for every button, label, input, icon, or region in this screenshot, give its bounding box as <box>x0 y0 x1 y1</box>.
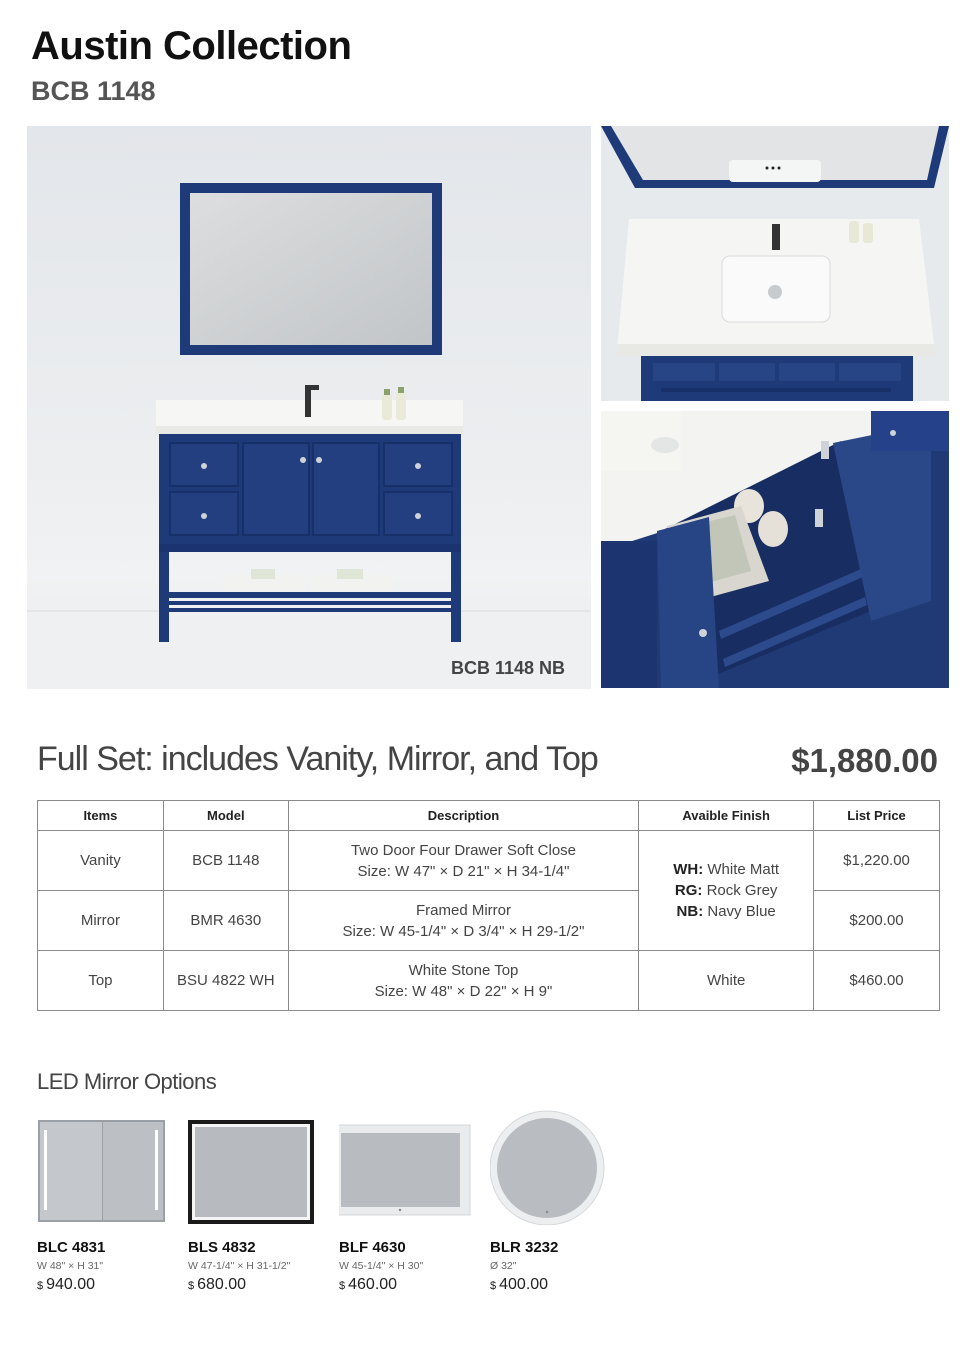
round-led-mirror-image <box>490 1110 620 1225</box>
table-row <box>38 831 940 891</box>
header-list-price: List Price <box>814 801 940 831</box>
led-mirror-options-title: LED Mirror Options <box>37 1069 217 1094</box>
header-model: Model <box>163 801 288 831</box>
finish-option <box>639 901 813 922</box>
finish-name: White Matt <box>703 861 780 878</box>
table-row <box>38 951 940 1011</box>
led-size: Ø 32" <box>490 1260 517 1272</box>
size-line: Size: W 47" × D 21" × H 34-1/4" <box>357 862 570 880</box>
led-mirror-option <box>37 1110 177 1294</box>
price-cell: $460.00 <box>814 951 940 1011</box>
led-mirror-option <box>339 1110 479 1294</box>
size-line: Size: W 48" × D 22" × H 9" <box>374 982 553 1000</box>
vanity-illustration <box>27 126 591 689</box>
led-model-code: BLR 3232 <box>490 1239 559 1256</box>
led-price <box>37 1276 177 1294</box>
model-subtitle: BCB 1148 <box>31 76 156 106</box>
currency-symbol: $ <box>490 1280 497 1292</box>
full-set-price: $1,880.00 <box>791 742 938 779</box>
led-price <box>339 1276 479 1294</box>
header-finish: Avaible Finish <box>639 801 814 831</box>
led-mirror-option <box>188 1110 328 1294</box>
led-size: W 45-1/4" × H 30" <box>339 1260 424 1272</box>
description-cell <box>288 831 639 891</box>
main-product-photo <box>27 126 591 689</box>
header-description: Description <box>288 801 639 831</box>
photo-caption: BCB 1148 NB <box>450 658 565 678</box>
led-model-code: BLS 4832 <box>188 1239 256 1256</box>
led-model-code: BLC 4831 <box>37 1239 106 1256</box>
full-set-label: Full Set: includes Vanity, Mirror, and Top <box>37 740 598 778</box>
size-line: Size: W 45-1/4" × D 3/4" × H 29-1/2" <box>342 922 585 940</box>
led-mirror-thumbnail <box>188 1110 318 1225</box>
led-mirror-thumbnail <box>339 1110 469 1225</box>
collection-title: Austin Collection <box>31 24 352 68</box>
led-price <box>188 1276 328 1294</box>
finish-option <box>639 880 813 901</box>
led-size: W 48" × H 31" <box>37 1260 104 1272</box>
finish-code: NB: <box>676 903 704 920</box>
description-line: White Stone Top <box>408 961 519 979</box>
countertop-illustration <box>601 126 949 401</box>
finish-option <box>639 859 813 880</box>
model-cell: BCB 1148 <box>163 831 288 891</box>
finish-cell <box>639 831 814 951</box>
led-mirror-thumbnail <box>490 1110 620 1225</box>
led-cabinet-image <box>37 1110 167 1225</box>
led-price <box>490 1276 630 1294</box>
currency-symbol: $ <box>37 1280 44 1292</box>
countertop-detail-photo <box>601 126 949 401</box>
price-cell: $1,220.00 <box>814 831 940 891</box>
finish-code: RG: <box>674 882 703 899</box>
spec-table <box>37 800 940 1011</box>
led-price-value: 400.00 <box>499 1276 549 1293</box>
led-price-value: 460.00 <box>348 1276 398 1293</box>
price-cell: $200.00 <box>814 891 940 951</box>
item-cell: Top <box>38 951 164 1011</box>
description-cell <box>288 951 639 1011</box>
led-mirror-image <box>188 1110 318 1225</box>
led-price-value: 940.00 <box>46 1276 96 1293</box>
cabinet-detail-photo <box>601 411 949 688</box>
header-items: Items <box>38 801 164 831</box>
finish-cell: White <box>639 951 814 1011</box>
led-mirror-option <box>490 1110 630 1294</box>
description-cell <box>288 891 639 951</box>
finish-name: Rock Grey <box>702 882 778 899</box>
led-mirror-thumbnail <box>37 1110 167 1225</box>
led-price-value: 680.00 <box>197 1276 247 1293</box>
finish-code: WH: <box>673 861 704 878</box>
currency-symbol: $ <box>339 1280 346 1292</box>
item-cell: Mirror <box>38 891 164 951</box>
cabinet-illustration <box>601 411 949 688</box>
model-cell: BMR 4630 <box>163 891 288 951</box>
description-line: Two Door Four Drawer Soft Close <box>350 841 577 859</box>
table-header-row <box>38 801 940 831</box>
currency-symbol: $ <box>188 1280 195 1292</box>
finish-name: Navy Blue <box>703 903 776 920</box>
description-line: Framed Mirror <box>415 901 511 919</box>
led-mirror-image <box>339 1110 479 1225</box>
item-cell: Vanity <box>38 831 164 891</box>
model-cell: BSU 4822 WH <box>163 951 288 1011</box>
led-model-code: BLF 4630 <box>339 1239 406 1256</box>
led-size: W 47-1/4" × H 31-1/2" <box>188 1260 291 1272</box>
